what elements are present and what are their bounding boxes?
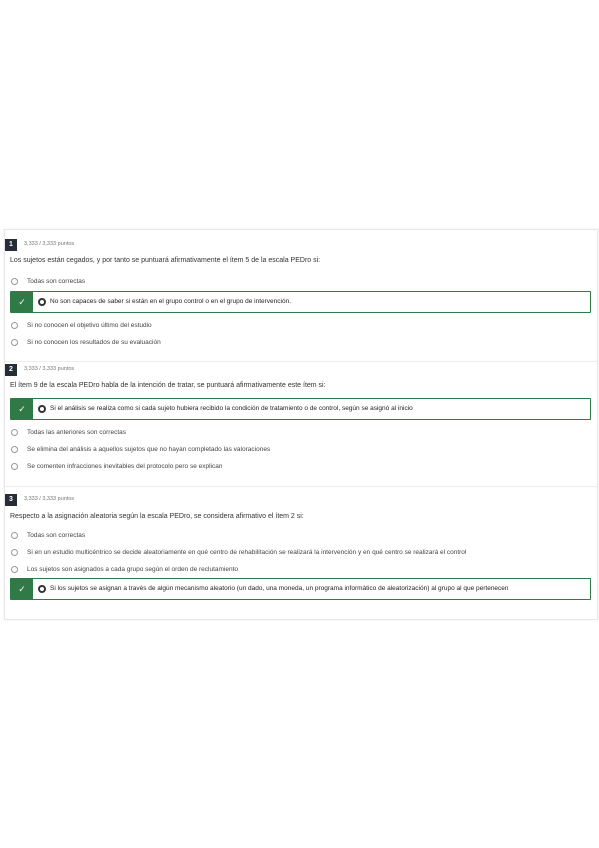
answer-option-label: Si no conocen el objetivo último del estudio [27,322,152,329]
answer-option-label: Todas las anteriores son correctas [27,429,126,436]
radio-empty-icon[interactable] [11,322,18,329]
answer-option-label: No son capaces de saber si están en el grupo control o en el grupo de intervención. [50,298,292,305]
question-points: 3,333 / 3,333 puntos [24,366,75,372]
radio-empty-icon[interactable] [11,429,18,436]
radio-empty-icon[interactable] [11,463,18,470]
answer-option-label: Los sujetos son asignados a cada grupo según el orden de reclutamiento [27,566,239,573]
answer-option-correct[interactable] [10,398,591,420]
divider [5,361,597,362]
divider [5,486,597,487]
question-points: 3,333 / 3,333 puntos [24,241,75,247]
question-prompt: Respecto a la asignación aleatoria según la escala PEDro, se considera afirmativo el ítem 2 si: [10,513,304,520]
question-number-badge: 1 [5,239,17,251]
radio-selected-icon[interactable] [38,585,46,593]
check-icon: ✓ [11,579,33,599]
radio-empty-icon[interactable] [11,549,18,556]
check-icon: ✓ [11,292,33,312]
question-header [5,494,597,507]
check-icon: ✓ [11,399,33,419]
radio-empty-icon[interactable] [11,278,18,285]
answer-option-label: Todas son correctas [27,278,86,285]
answer-option-label: Si el análisis se realiza como si cada sujeto hubiera recibido la condición de tratamiento o de control, según se asignó al inicio [50,405,413,412]
question-number-badge: 2 [5,364,17,376]
answer-option-label: Si no conocen los resultados de su evaluación [27,339,161,346]
answer-option-label: Se comenten infracciones inevitables del protocolo pero se explican [27,463,223,470]
answer-option-label: Si los sujetos se asignan a través de algún mecanismo aleatorio (un dado, una moneda, un programa informático de aleatorización) al grupo al que pertenecen [50,585,509,592]
question-header [5,239,597,252]
answer-option-label: Se elimina del análisis a aquellos sujetos que no hayan completado las valoraciones [27,446,271,453]
radio-empty-icon[interactable] [11,532,18,539]
answer-option-label: Todas son correctas [27,532,86,539]
question-points: 3,333 / 3,333 puntos [24,496,75,502]
radio-empty-icon[interactable] [11,446,18,453]
radio-empty-icon[interactable] [11,339,18,346]
quiz-results-sheet [4,229,598,620]
answer-option-correct[interactable] [10,578,591,600]
question-prompt: Los sujetos están cegados, y por tanto se puntuará afirmativamente el ítem 5 de la escala PEDro si: [10,257,321,264]
question-header [5,364,597,377]
radio-selected-icon[interactable] [38,405,46,413]
radio-selected-icon[interactable] [38,298,46,306]
question-2 [5,364,597,470]
answer-option-correct[interactable] [10,291,591,313]
question-3 [5,494,597,594]
answer-option-label: Si en un estudio multicéntrico se decide aleatoriamente en qué centro de rehabilitación se realizará la intervención y en qué centro se realizará el control [27,549,467,556]
question-number-badge: 3 [5,494,17,506]
radio-empty-icon[interactable] [11,566,18,573]
question-1 [5,239,597,346]
question-prompt: El ítem 9 de la escala PEDro habla de la intención de tratar, se puntuará afirmativamente este ítem si: [10,382,326,389]
